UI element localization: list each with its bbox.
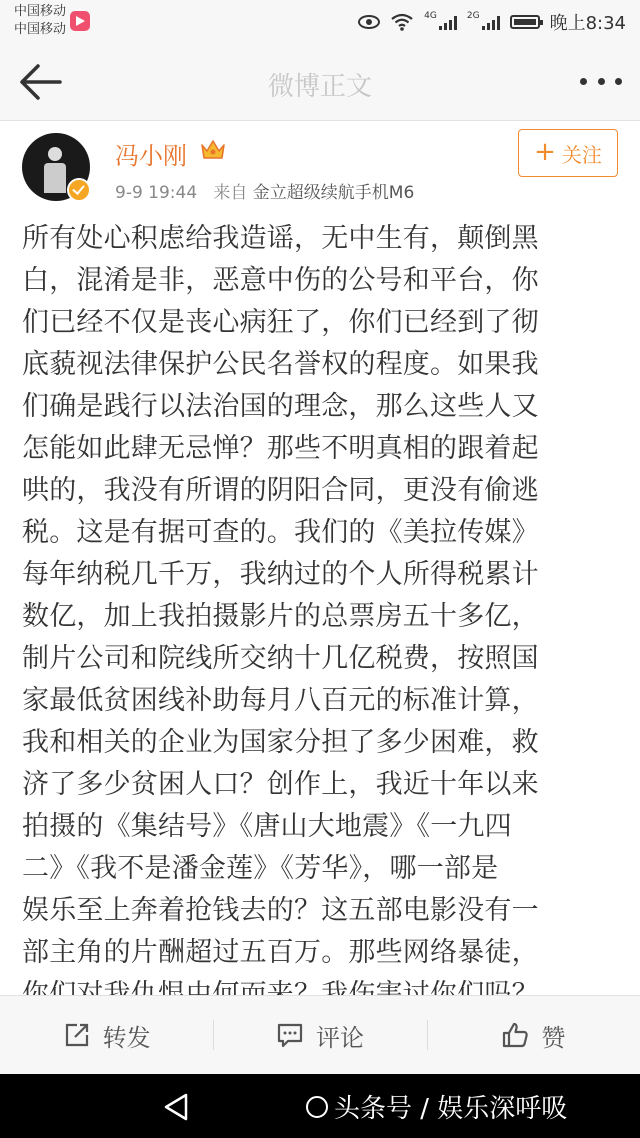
wifi-icon [390,13,414,31]
author-name[interactable]: 冯小刚 [115,142,187,170]
source-prefix: 来自 [213,183,248,203]
crown-member-icon[interactable] [199,137,227,161]
verified-badge-icon [67,178,91,202]
video-app-notification-icon [70,11,90,31]
watermark [306,1088,567,1125]
page-title: 微博正文 [267,72,372,102]
post-line: 数亿，加上我拍摄影片的总票房五十多亿， [22,601,539,632]
nav-bar [0,44,640,121]
like-label: 赞 [541,1023,566,1052]
post-line: 家最低贫困线补助每月八百元的标准计算， [22,685,539,716]
post-line: 拍摄的《集结号》《唐山大地震》《一九四 [22,811,512,842]
post-line: 济了多少贫困人口？创作上，我近十年以来 [22,769,539,800]
battery-icon [510,15,540,29]
comment-label: 评论 [315,1023,364,1052]
post-meta [115,178,414,203]
watermark-text: 头条号 / 娱乐深呼吸 [334,1094,568,1124]
repost-button[interactable] [0,996,213,1074]
clock-time: 晚上8:34 [549,13,626,34]
post-line: 哄的，我没有所谓的阴阳合同，更没有偷逃 [22,475,539,506]
signal-1-icon [439,14,457,30]
status-bar [0,0,640,44]
post-source[interactable]: 金立超级续航手机M6 [252,183,415,203]
more-dots-icon[interactable] [580,78,622,86]
post-date: 9-9 19:44 [115,183,198,203]
plus-icon: + [534,136,556,167]
post-line: 部主角的片酬超过五百万。那些网络暴徒， [22,937,539,968]
carrier-1: 中国移动 [14,4,67,19]
post-line: 每年纳税几千万，我纳过的个人所得税累计 [22,559,539,590]
follow-label: 关注 [561,142,602,167]
like-button[interactable] [427,996,640,1074]
system-nav-bar [0,1074,640,1138]
comment-icon [276,1021,304,1049]
post-line: 娱乐至上奔着抢钱去的？这五部电影没有一 [22,895,539,926]
post-line: 二》《我不是潘金莲》《芳华》，哪一部是 [22,853,499,884]
author-header [0,121,640,211]
post-line: 底藐视法律保护公民名誉权的程度。如果我 [22,349,539,380]
signal-label-2: 2G [466,11,480,21]
thumbs-up-icon [501,1021,529,1049]
post-line: 所有处心积虑给我造谣，无中生有，颠倒黑 [22,223,539,254]
signal-label-1: 4G [424,11,437,21]
repost-label: 转发 [102,1023,151,1052]
system-back-icon[interactable] [162,1092,190,1122]
follow-button[interactable] [518,129,618,177]
post-line: 税。这是有据可查的。我们的《美拉传媒》 [22,517,539,548]
post-line: 制片公司和院线所交纳十几亿税费，按照国 [22,643,539,674]
watermark-logo-icon [306,1096,328,1118]
comment-button[interactable] [213,996,426,1074]
action-bar [0,995,640,1074]
carrier-2: 中国移动 [14,22,67,37]
eye-comfort-icon [358,15,380,29]
signal-2-icon [482,14,500,30]
post-line: 们已经不仅是丧心病狂了，你们已经到了彻 [22,307,539,338]
post-line: 白，混淆是非，恶意中伤的公号和平台，你 [22,265,539,296]
post-line: 我和相关的企业为国家分担了多少困难，救 [22,727,539,758]
post-line: 们确是践行以法治国的理念，那么这些人又 [22,391,539,422]
post-line: 怎能如此肆无忌惮？那些不明真相的跟着起 [22,433,539,464]
repost-icon [63,1021,91,1049]
post-body [22,218,622,1016]
